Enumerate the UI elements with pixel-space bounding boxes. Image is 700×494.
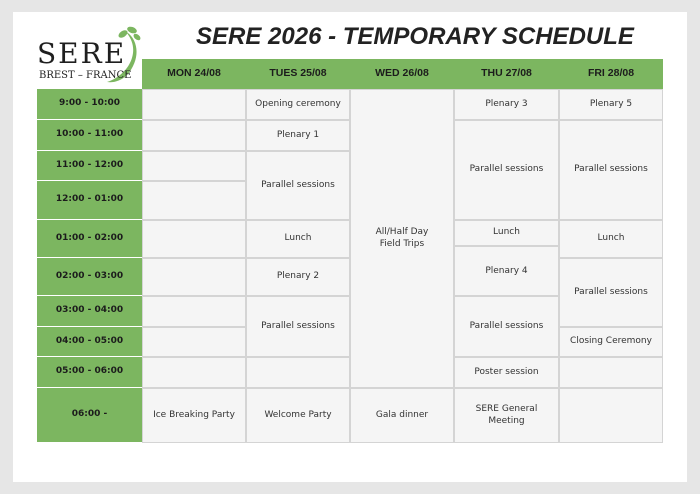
event-plenary-3: Plenary 3	[454, 89, 559, 120]
day-header-thu: THU 27/08	[454, 59, 559, 89]
event-lunch: Lunch	[559, 220, 663, 258]
event-plenary-1: Plenary 1	[246, 120, 350, 151]
event-parallel-sessions: Parallel sessions	[454, 296, 559, 357]
event-parallel-sessions: Parallel sessions	[246, 151, 350, 220]
time-slot: 05:00 - 06:00	[37, 357, 142, 388]
time-slot: 03:00 - 04:00	[37, 296, 142, 327]
logo-wordmark: SERE	[37, 37, 127, 70]
event-general-meeting: SERE General Meeting	[454, 388, 559, 443]
empty-cell	[142, 120, 246, 151]
empty-cell	[142, 327, 246, 357]
event-field-trips: All/Half Day Field Trips	[350, 89, 454, 388]
day-header-fri: FRI 28/08	[559, 59, 663, 89]
event-plenary-5: Plenary 5	[559, 89, 663, 120]
day-header-wed: WED 26/08	[350, 59, 454, 89]
time-slot: 9:00 - 10:00	[37, 89, 142, 120]
event-gala-dinner: Gala dinner	[350, 388, 454, 443]
event-plenary-2: Plenary 2	[246, 258, 350, 296]
event-ice-breaking-party: Ice Breaking Party	[142, 388, 246, 443]
page-title: SERE 2026 - TEMPORARY SCHEDULE	[196, 23, 634, 50]
time-slot: 02:00 - 03:00	[37, 258, 142, 296]
day-header-mon: MON 24/08	[142, 59, 246, 89]
time-slot: 06:00 -	[37, 388, 142, 443]
day-header-tue: TUES 25/08	[246, 59, 350, 89]
empty-cell	[559, 357, 663, 388]
empty-cell	[142, 151, 246, 181]
empty-cell	[142, 258, 246, 296]
event-poster-session: Poster session	[454, 357, 559, 388]
event-lunch: Lunch	[246, 220, 350, 258]
time-slot: 12:00 - 01:00	[37, 181, 142, 220]
event-opening-ceremony: Opening ceremony	[246, 89, 350, 120]
time-slot: 10:00 - 11:00	[37, 120, 142, 151]
empty-cell	[559, 388, 663, 443]
time-slot: 01:00 - 02:00	[37, 220, 142, 258]
empty-cell	[142, 89, 246, 120]
time-slot: 11:00 - 12:00	[37, 151, 142, 181]
empty-cell	[142, 357, 246, 388]
event-plenary-4: Plenary 4	[454, 246, 559, 296]
event-parallel-sessions: Parallel sessions	[559, 258, 663, 327]
event-parallel-sessions: Parallel sessions	[559, 120, 663, 220]
empty-cell	[246, 357, 350, 388]
event-welcome-party: Welcome Party	[246, 388, 350, 443]
event-parallel-sessions: Parallel sessions	[246, 296, 350, 357]
event-parallel-sessions: Parallel sessions	[454, 120, 559, 220]
logo-location: BREST – FRANCE	[39, 70, 132, 81]
sere-logo	[37, 25, 147, 90]
empty-cell	[142, 296, 246, 327]
empty-cell	[142, 181, 246, 220]
time-slot: 04:00 - 05:00	[37, 327, 142, 357]
empty-cell	[142, 220, 246, 258]
event-lunch: Lunch	[454, 220, 559, 246]
event-closing-ceremony: Closing Ceremony	[559, 327, 663, 357]
